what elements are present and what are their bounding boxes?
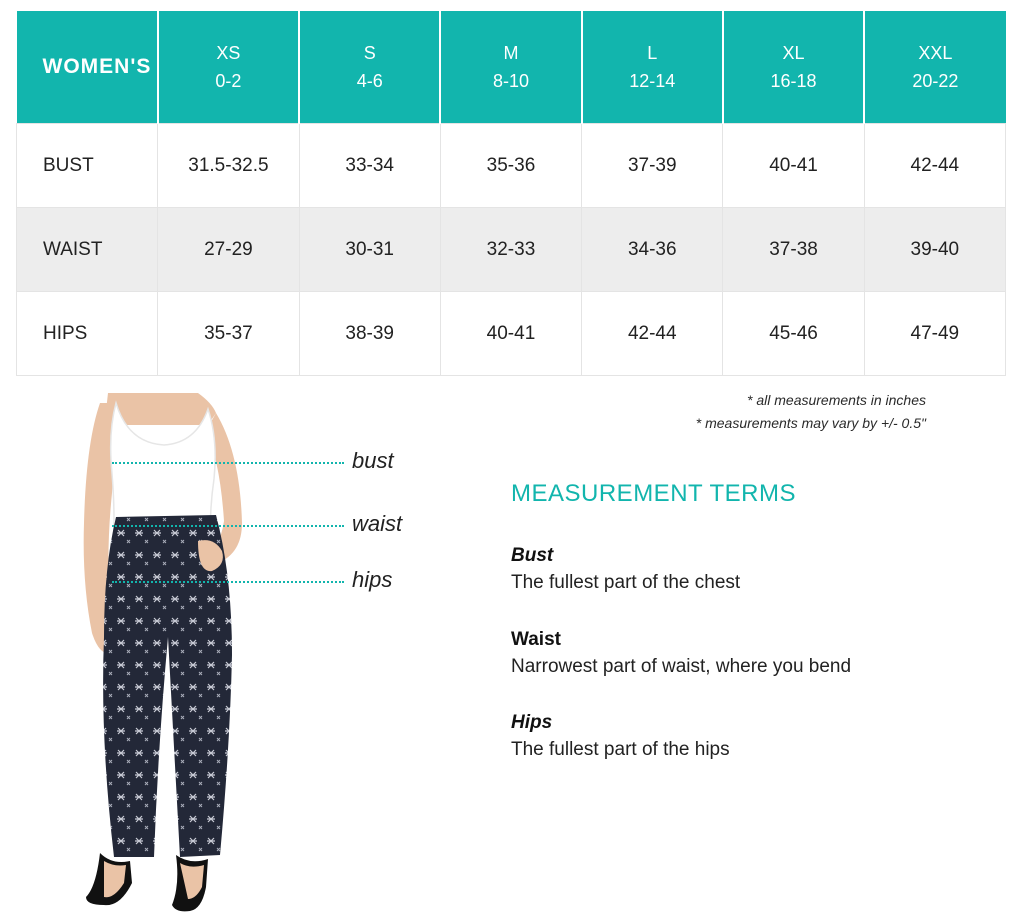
bust-guide-line <box>112 462 344 464</box>
table-cell: 30-31 <box>299 208 440 292</box>
term-name: Waist <box>511 629 561 650</box>
size-name: M <box>503 43 519 63</box>
table-cell: 40-41 <box>723 124 864 208</box>
table-row-bust <box>17 124 1006 208</box>
term-description: The fullest part of the chest <box>511 572 741 593</box>
size-name: XS <box>216 43 241 63</box>
hips-guide-line <box>112 581 344 583</box>
size-range: 4-6 <box>356 71 383 91</box>
table-cell: 42-44 <box>582 292 723 376</box>
size-range: 12-14 <box>629 71 676 91</box>
size-header-xl <box>723 11 864 124</box>
table-cell: 47-49 <box>864 292 1005 376</box>
size-range: 8-10 <box>492 71 529 91</box>
table-cell: 31.5-32.5 <box>158 124 299 208</box>
table-cell: 40-41 <box>440 292 581 376</box>
size-header-s <box>299 11 440 124</box>
size-name: L <box>647 43 658 63</box>
model-figure <box>78 393 268 918</box>
size-name: S <box>363 43 376 63</box>
table-cell: 39-40 <box>864 208 1005 292</box>
table-cell: 37-39 <box>582 124 723 208</box>
table-row-waist <box>17 208 1006 292</box>
size-header-m <box>440 11 581 124</box>
table-cell: 38-39 <box>299 292 440 376</box>
term-name: Hips <box>511 712 553 733</box>
size-header-xs <box>158 11 299 124</box>
table-cell: 34-36 <box>582 208 723 292</box>
size-header-l <box>582 11 723 124</box>
measurement-notes <box>696 389 926 435</box>
hips-figure-label: hips <box>352 567 393 592</box>
term-name: Bust <box>511 545 554 566</box>
size-range: 16-18 <box>770 71 817 91</box>
term-waist <box>511 626 851 681</box>
size-chart-table <box>16 11 1006 376</box>
size-range: 20-22 <box>912 71 959 91</box>
note-variance: * measurements may vary by +/- 0.5" <box>695 415 926 431</box>
table-corner-label: WOMEN'S <box>17 11 158 124</box>
size-header-row <box>17 11 1006 124</box>
table-cell: 35-37 <box>158 292 299 376</box>
bust-figure-label: bust <box>352 448 394 473</box>
row-label: BUST <box>17 124 158 208</box>
measurement-terms-title: MEASUREMENT TERMS <box>511 480 796 507</box>
term-bust <box>511 542 740 597</box>
waist-figure-label: waist <box>352 511 403 536</box>
waist-guide-line <box>112 525 344 527</box>
table-cell: 33-34 <box>299 124 440 208</box>
size-header-xxl <box>864 11 1005 124</box>
note-units: * all measurements in inches <box>747 392 926 408</box>
table-cell: 45-46 <box>723 292 864 376</box>
row-label: WAIST <box>17 208 158 292</box>
term-description: Narrowest part of waist, where you bend <box>511 656 852 677</box>
table-cell: 42-44 <box>864 124 1005 208</box>
term-hips <box>511 709 730 764</box>
table-row-hips <box>17 292 1006 376</box>
row-label: HIPS <box>17 292 158 376</box>
size-name: XL <box>782 43 805 63</box>
table-cell: 37-38 <box>723 208 864 292</box>
size-name: XXL <box>918 43 953 63</box>
size-range: 0-2 <box>215 71 242 91</box>
table-cell: 27-29 <box>158 208 299 292</box>
term-description: The fullest part of the hips <box>511 739 730 760</box>
table-cell: 35-36 <box>440 124 581 208</box>
table-cell: 32-33 <box>440 208 581 292</box>
